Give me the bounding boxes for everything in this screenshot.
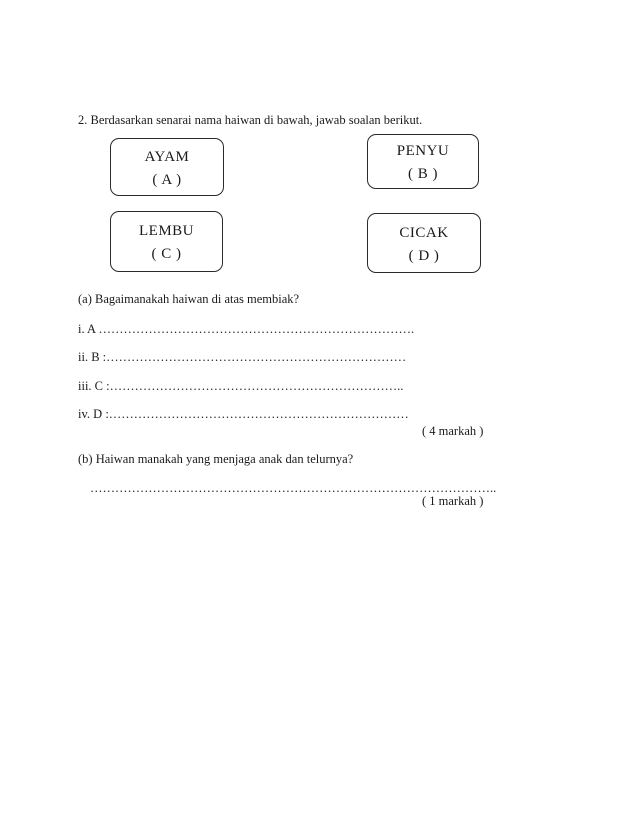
answer-line-part-b[interactable]: …………………………………………………………………………………….. (90, 481, 497, 495)
answer-line-d[interactable]: iv. D :……………………………………………………………… (78, 407, 409, 421)
animal-name: LEMBU (139, 223, 194, 239)
answer-line-b[interactable]: ii. B :……………………………………………………………… (78, 350, 407, 364)
answer-line-c[interactable]: iii. C :…………………………………………………………….. (78, 379, 404, 393)
animal-name: CICAK (399, 225, 449, 241)
animal-code: ( D ) (408, 248, 440, 264)
question-title: 2. Berdasarkan senarai nama haiwan di bawah, jawab soalan berikut. (78, 113, 423, 127)
part-a-question: (a) Bagaimanakah haiwan di atas membiak? (78, 292, 300, 306)
animal-code: ( A ) (152, 172, 182, 188)
animal-box-b (367, 134, 479, 189)
part-b-question: (b) Haiwan manakah yang menjaga anak dan telurnya? (78, 452, 354, 466)
animal-code: ( C ) (151, 246, 182, 262)
marks-label-a: ( 4 markah ) (422, 424, 484, 438)
animal-box-a (110, 138, 224, 196)
animal-code: ( B ) (408, 166, 438, 182)
marks-label-b: ( 1 markah ) (422, 494, 484, 508)
animal-box-d (367, 213, 481, 273)
animal-name: AYAM (144, 149, 190, 165)
animal-box-c (110, 211, 223, 272)
answer-line-a[interactable]: i. A …………………………………………………………………. (78, 322, 415, 336)
animal-name: PENYU (396, 143, 450, 159)
